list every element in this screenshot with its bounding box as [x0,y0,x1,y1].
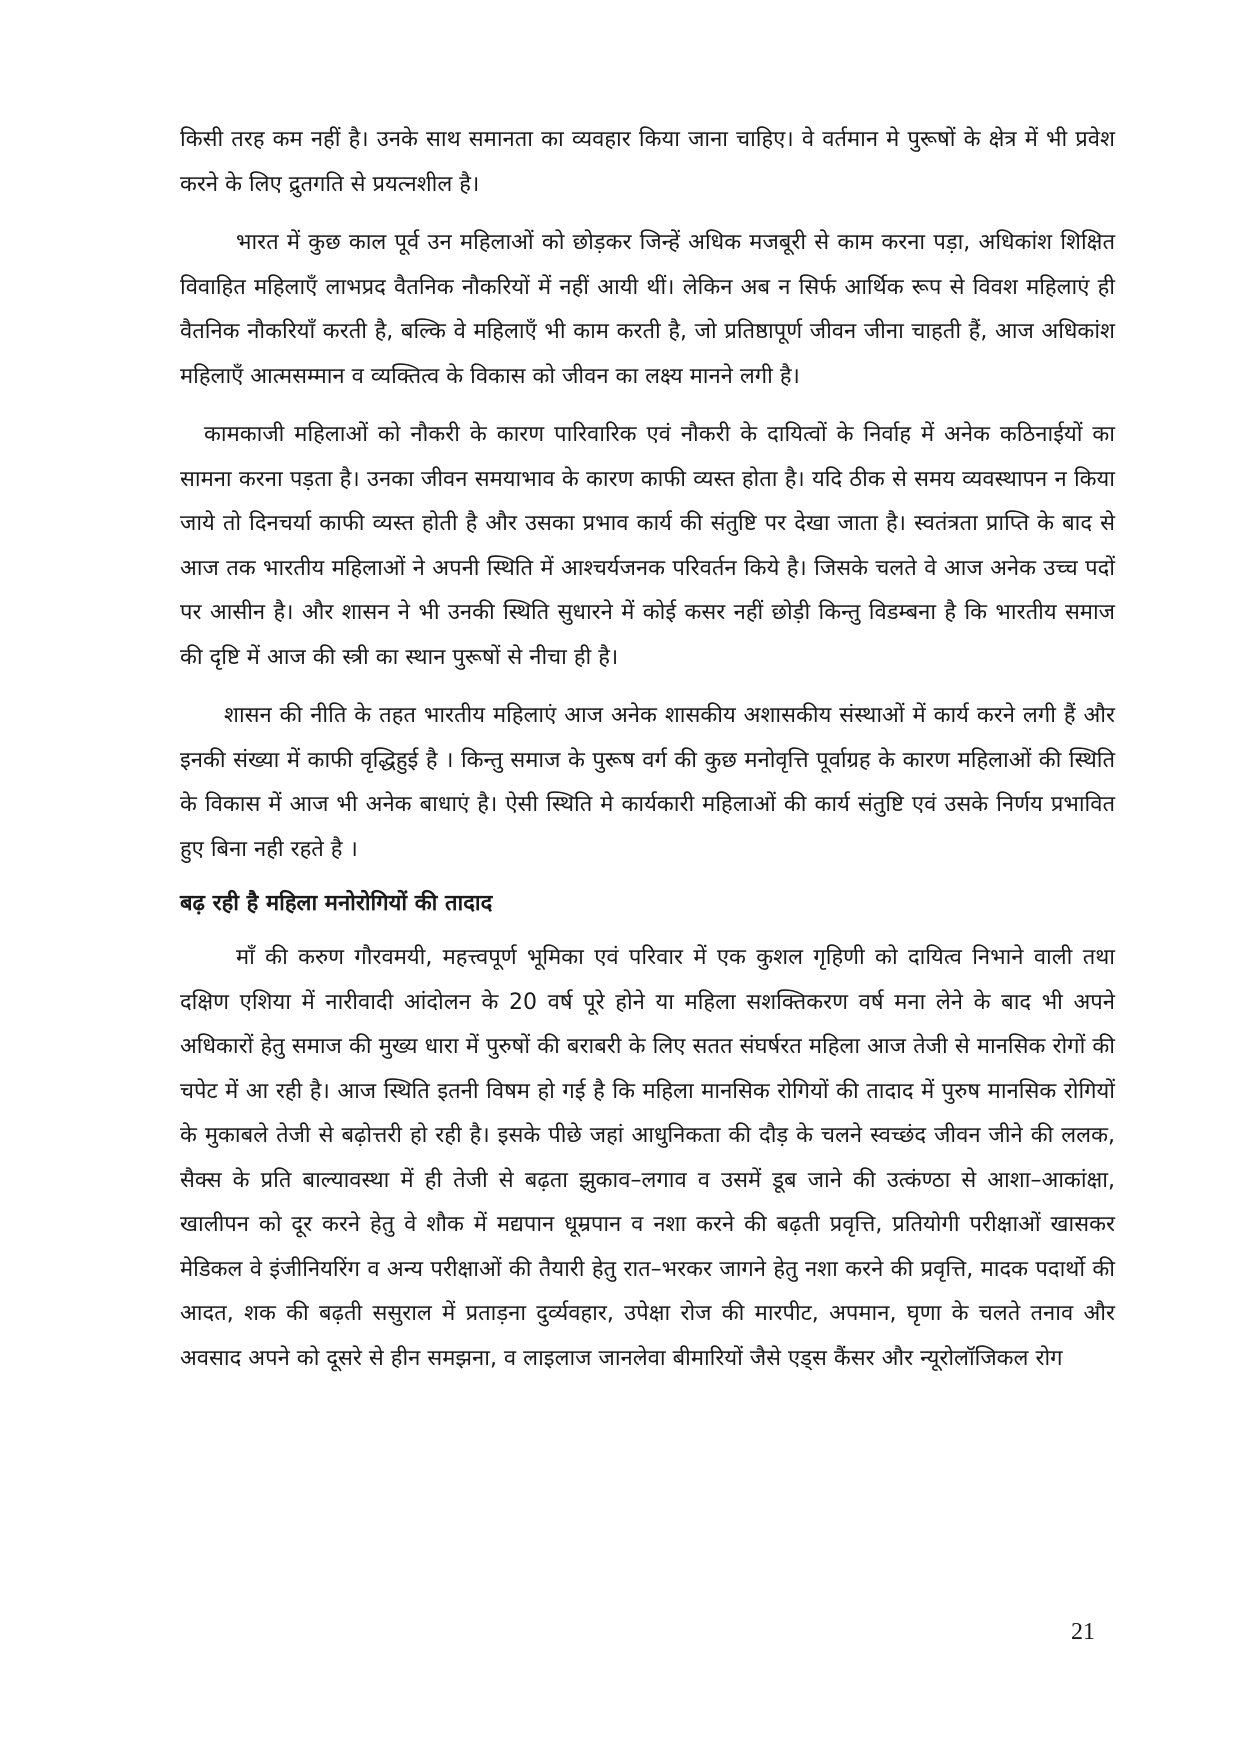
document-page [180,118,1115,1395]
page-number: 21 [1071,1619,1095,1645]
section-heading: बढ़ रही है महिला मनोरोगियों की तादाद [180,891,493,916]
paragraph-continuation: किसी तरह कम नहीं है। उनके साथ समानता का व्यवहार किया जाना चाहिए। वे वर्तमान मे पुरूषों के क्षेत्र में भी प्रवेश करने के लिए द्रुतगति से प्रयत्नशील है। [180,127,1115,197]
paragraph-educated-women: भारत में कुछ काल पूर्व उन महिलाओं को छोड़कर जिन्हें अधिक मजबूरी से काम करना पड़ा, अधिकांश शिक्षित विवाहित महिलाएँ लाभप्रद वैतनिक नौकरियों में नहीं आयी थीं। लेकिन अब न सिर्फ आर्थिक रूप से विवश महिलाएं ही वैतनिक नौकरियाँ करती है, बल्कि वे महिलाएँ भी काम करती है, जो प्रतिष्ठापूर्ण जीवन जीना चाहती हैं, आज अधिकांश महिलाएँ आत्मसम्मान व व्यक्तित्व के विकास को जीवन का लक्ष्य मानने लगी है। [180,230,1115,389]
paragraph-government-policy: शासन की नीति के तहत भारतीय महिलाएं आज अनेक शासकीय अशासकीय संस्थाओं में कार्य करने लगी हैं और इनकी संख्या में काफी वृद्धिहुई है । किन्तु समाज के पुरूष वर्ग की कुछ मनोवृत्ति पूर्वाग्रह के कारण महिलाओं की स्थिति के विकास में आज भी अनेक बाधाएं है। ऐसी स्थिति मे कार्यकारी महिलाओं की कार्य संतुष्टि एवं उसके निर्णय प्रभावित हुए बिना नही रहते है । [180,703,1115,862]
paragraph-working-women: कामकाजी महिलाओं को नौकरी के कारण पारिवारिक एवं नौकरी के दायित्वों के निर्वाह में अनेक कठिनाईयों का सामना करना पड़ता है। उनका जीवन समयाभाव के कारण काफी व्यस्त होता है। यदि ठीक से समय व्यवस्थापन न किया जाये तो दिनचर्या काफी व्यस्त होती है और उसका प्रभाव कार्य की संतुष्टि पर देखा जाता है। स्वतंत्रता प्राप्ति के बाद से आज तक भारतीय महिलाओं ने अपनी स्थिति में आश्चर्यजनक परिवर्तन किये है। जिसके चलते वे आज अनेक उच्च पदों पर आसीन है। और शासन ने भी उनकी स्थिति सुधारने में कोई कसर नहीं छोड़ी किन्तु विडम्बना है कि भारतीय समाज की दृष्टि में आज की स्त्री का स्थान पुरूषों से नीचा ही है। [180,422,1115,670]
paragraph-mental-health: माँ की करुण गौरवमयी, महत्त्वपूर्ण भूमिका एवं परिवार में एक कुशल गृहिणी को दायित्व निभाने वाली तथा दक्षिण एशिया में नारीवादी आंदोलन के 20 वर्ष पूरे होने या महिला सशक्तिकरण वर्ष मना लेने के बाद भी अपने अधिकारों हेतु समाज की मुख्य धारा में पुरुषों की बराबरी के लिए सतत संघर्षरत महिला आज तेजी से मानसिक रोगों की चपेट में आ रही है। आज स्थिति इतनी विषम हो गई है कि महिला मानसिक रोगियों की तादाद में पुरुष मानसिक रोगियों के मुकाबले तेजी से बढ़ोत्तरी हो रही है। इसके पीछे जहां आधुनिकता की दौड़ के चलने स्वच्छंद जीवन जीने की ललक, सैक्स के प्रति बाल्यावस्था में ही तेजी से बढ़ता झुकाव–लगाव व उसमें डूब जाने की उत्कंण्ठा से आशा–आकांक्षा, खालीपन को दूर करने हेतु वे शौक में मद्यपान धूम्रपान व नशा करने की बढ़ती प्रवृत्ति, प्रतियोगी परीक्षाओं खासकर मेडिकल वे इंजीनियरिंग व अन्य परीक्षाओं की तैयारी हेतु रात–भरकर जागने हेतु नशा करने की प्रवृत्ति, मादक पदार्थो की आदत, शक की बढ़ती ससुराल में प्रताड़ना दुर्व्यवहार, उपेक्षा रोज की मारपीट, अपमान, घृणा के चलते तनाव और अवसाद अपने को दूसरे से हीन समझना, व लाइलाज जानलेवा बीमारियों जैसे एड्स कैंसर और न्यूरोलॉजिकल रोग [180,945,1115,1371]
